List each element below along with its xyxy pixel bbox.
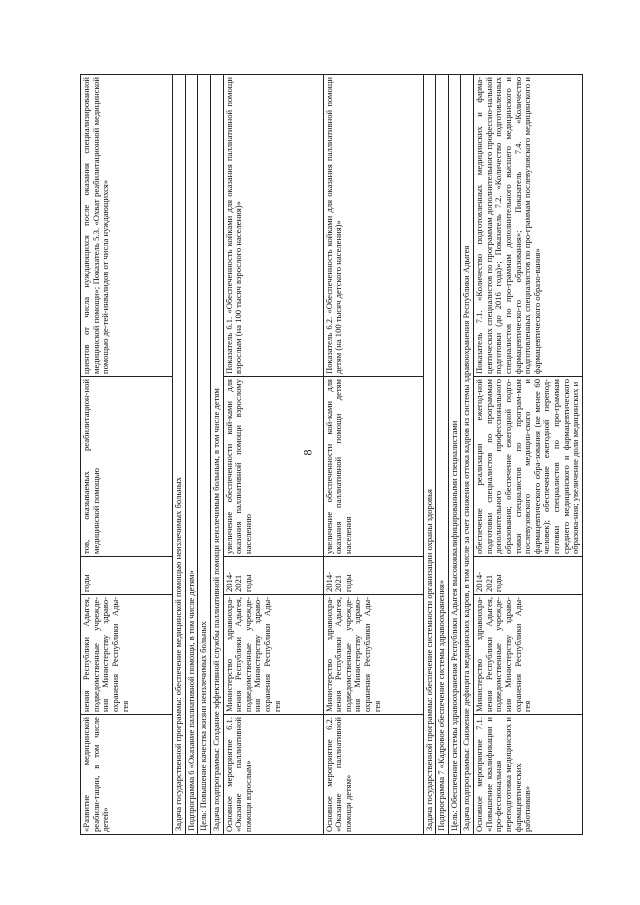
table-row bbox=[323, 75, 423, 835]
program-table bbox=[80, 74, 583, 835]
rotated-table-sheet bbox=[80, 75, 608, 835]
measure-cell: Основное мероприятие 6.2. «Оказание паллиативной помощи детям» bbox=[323, 715, 423, 835]
result-cell: обеспечение реализации ежегод-ной подготовки специалистов по программам дополнительного профессионального образования; обеспечение ежегодной подго-товки специалистов по програм-мам послевузовского медицин-ского и фармацевтического обра-зования (не менее 60 человек); обеспечение ежегодной перепод-готовки специалистов по про-граммам среднего медицинского и фармацевтического образова-ния; увеличение доли медицинских и bbox=[474, 377, 583, 557]
indicator-cell: Показатель 7.1. «Количество подготовленных медицинских и фарма-цевтических специалистов по программам дополнительного профессио-нальной подготовки (до 2016 года)»; Показатель 7.2. «Количество подготовленных специалистов по про-граммам дополнительного высшего медицинского и фармацевтическо-го образования»; Показатель 7.4. «Количество подготовленных специалистов по про-граммам послевузовского медицинского и фармацевтического образо-вания» bbox=[474, 75, 583, 377]
executor-cell: нения Республики Адыгея, подведомственные учрежде-ния Министерству здраво-охранения Республики Ады-гея bbox=[81, 595, 173, 715]
indicator-cell: Показатель 6.2. «Обеспеченность койками для оказания паллиативной помощи детям (на 100 тысяч детского населения)» bbox=[323, 75, 423, 377]
table-row bbox=[461, 75, 474, 835]
executor-cell: Министерство здравоохра-нения Республики Адыгея, подведомственные учрежде-ния Министерству здраво-охранения Республики Ады-гея bbox=[474, 595, 583, 715]
measure-cell: Основное мероприятие 7.1. «Повышение квалификации и про-фессиональная переподготовка медицинских и фармацевтических работников» bbox=[474, 715, 583, 835]
indicator-cell: Показатель 6.1. «Обеспеченность койками для оказания паллиативной помощи взрослым (на 100 тысяч взрослого населения)» bbox=[223, 75, 323, 377]
table-row bbox=[448, 75, 461, 835]
period-cell: 2014-2021 годы bbox=[223, 557, 323, 595]
indicator-cell: циентов от числа нуждающихся после оказания специализированной медицинской помощи»; Показатель 5.3. «Охват реабилитационной медицинской помощью де-тей-инвалидов от числа нуждающихся» bbox=[81, 75, 173, 377]
executor-cell: Министерство здравоохра-нения Республики Адыгея, подведомственные учрежде-ния Министерству здраво-охранения Республики Ады-гея bbox=[223, 595, 323, 715]
section-subprogram: Подпрограмма 7 «Кадровое обеспечение системы здравоохранения» bbox=[436, 75, 449, 835]
period-cell: годы bbox=[81, 557, 173, 595]
measure-cell: Основное мероприятие 6.1. «Оказание паллиативной помощи взрослым» bbox=[223, 715, 323, 835]
section-task: Задача государственной программы: обеспечение системности организации охраны здоровья bbox=[423, 75, 436, 835]
table-row bbox=[81, 75, 173, 835]
result-cell: увеличение обеспеченности кой-ками для оказания паллиативной помощи взрослому населению bbox=[223, 377, 323, 557]
result-cell: тов, оказываемых реабилитацион-ной медицинской помощью bbox=[81, 377, 173, 557]
table-row bbox=[198, 75, 211, 835]
measure-cell: «Развитие медицинской реабили-тации, в том числе детей» bbox=[81, 715, 173, 835]
table-row bbox=[436, 75, 449, 835]
section-goal: Цель: Обеспечение системы здравоохранения Республики Адыгея высококвалифицированными специалистами bbox=[448, 75, 461, 835]
table-row bbox=[210, 75, 223, 835]
page-number: 8 bbox=[300, 449, 315, 456]
section-subtask: Задача подпрограммы: Снижение дефицита медицинских кадров, в том числе за счет снижения оттока кадров из системы здравоохранения Республики Адыгея bbox=[461, 75, 474, 835]
section-subprogram: Подпрограмма 6 «Оказание паллиативной помощи, в том числе детям» bbox=[185, 75, 198, 835]
section-task: Задача государственной программы: обеспечение медицинской помощью неизлечимых больных bbox=[173, 75, 186, 835]
table-row bbox=[185, 75, 198, 835]
section-goal: Цель: Повышение качества жизни неизлечимых больных bbox=[198, 75, 211, 835]
table-row bbox=[223, 75, 323, 835]
table-row bbox=[173, 75, 186, 835]
period-cell: 2014-2021 годы bbox=[474, 557, 583, 595]
table-row bbox=[423, 75, 436, 835]
result-cell: увеличение обеспеченности кой-ками для оказания паллиативной помощи детям населения bbox=[323, 377, 423, 557]
period-cell: 2014-2021 годы bbox=[323, 557, 423, 595]
table-row bbox=[474, 75, 583, 835]
section-subtask: Задача подпрограммы: Создание эффективной службы паллиативной помощи неизлечимым больным, в том числе детям bbox=[210, 75, 223, 835]
executor-cell: Министерство здравоохра-нения Республики Адыгея, подведомственные учрежде-ния Министерству здраво-охранения Республики Ады-гея bbox=[323, 595, 423, 715]
